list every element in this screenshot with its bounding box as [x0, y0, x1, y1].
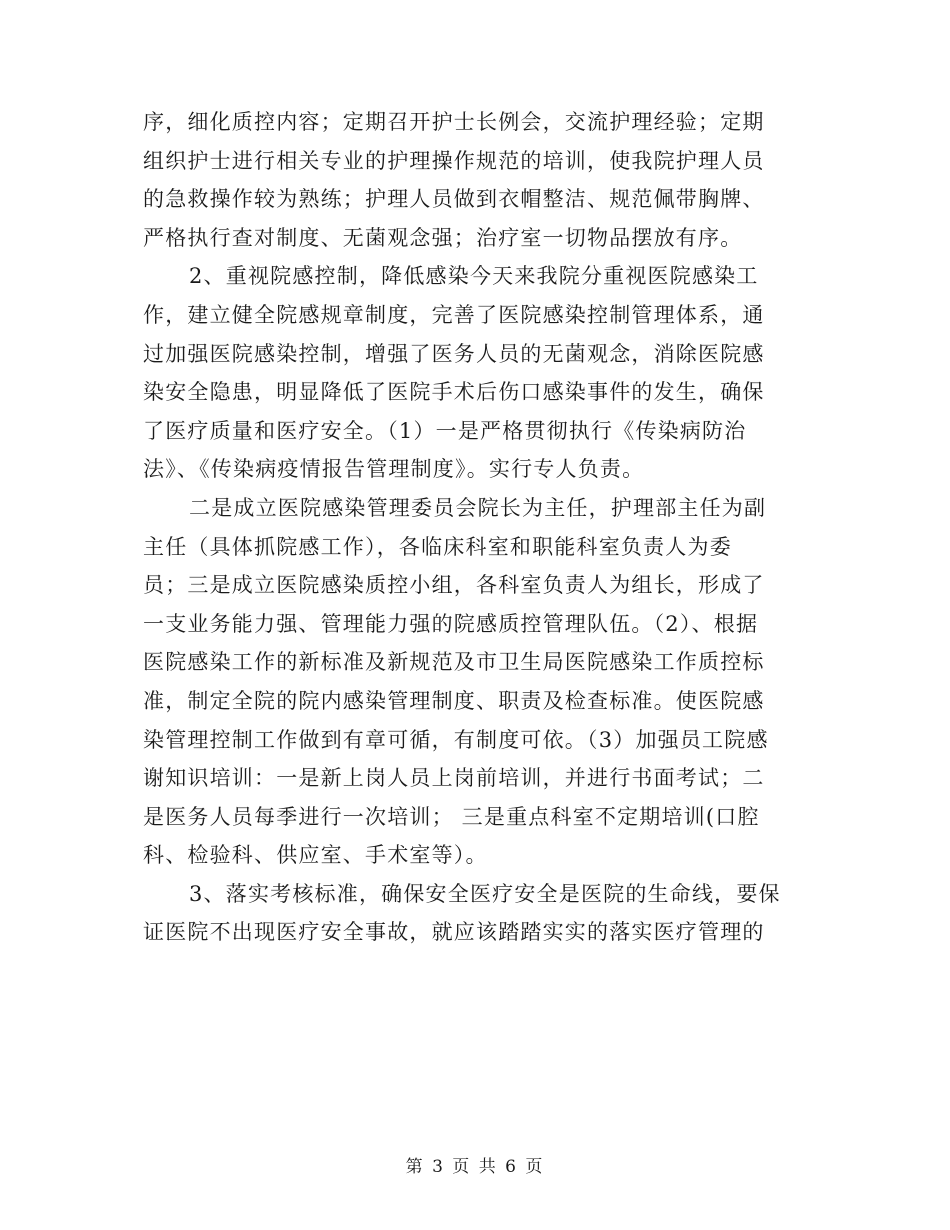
- text-line: 序，细化质控内容；定期召开护士长例会，交流护理经验；定期: [143, 110, 765, 134]
- text-line: 准，制定全院的院内感染管理制度、职责及检查标准。使医院感: [143, 688, 765, 713]
- text-line: 染管理控制工作做到有章可循，有制度可依。（3）加强员工院感: [143, 727, 769, 752]
- text-line: 2、重视院感控制，降低感染今天来我院分重视医院感染工: [189, 264, 759, 289]
- text-line: 主任（具体抓院感工作），各临床科室和职能科室负责人为委: [143, 534, 732, 559]
- text-line: 证医院不出现医疗安全事故，就应该踏踏实实的落实医疗管理的: [143, 920, 765, 945]
- text-line: 是医务人员每季进行一次培训； 三是重点科室不定期培训(口腔: [143, 804, 760, 829]
- page-footer: 第 3 页 共 6 页: [405, 1157, 545, 1177]
- text-line: 二是成立医院感染管理委员会院长为主任，护理部主任为副: [189, 495, 767, 520]
- text-line: 严格执行查对制度、无菌观念强；治疗室一切物品摆放有序。: [143, 225, 743, 250]
- body-text: [143, 103, 809, 952]
- text-line: 了医疗质量和医疗安全。（1）一是严格贯彻执行《传染病防治: [143, 418, 747, 443]
- text-line: 谢知识培训：一是新上岗人员上岗前培训，并进行书面考试；二: [143, 766, 765, 791]
- text-line: 3、落实考核标准，确保安全医疗安全是医院的生命线，要保: [189, 881, 781, 906]
- text-line: 染安全隐患，明显降低了医院手术后伤口感染事件的发生，确保: [143, 380, 765, 405]
- text-line: 一支业务能力强、管理能力强的院感质控管理队伍。（2）、根据: [143, 611, 759, 636]
- text-line: 医院感染工作的新标准及新规范及市卫生局医院感染工作质控标: [143, 650, 765, 675]
- text-line: 科、检验科、供应室、手术室等）。: [143, 843, 488, 868]
- text-line: 员；三是成立医院感染质控小组，各科室负责人为组长，形成了: [143, 573, 765, 598]
- text-line: 组织护士进行相关专业的护理操作规范的培训，使我院护理人员: [143, 148, 765, 173]
- text-line: 作，建立健全院感规章制度，完善了医院感染控制管理体系，通: [143, 302, 765, 327]
- text-line: 法》、《传染病疫情报告管理制度》。实行专人负责。: [143, 457, 645, 482]
- text-line: 过加强医院感染控制，增强了医务人员的无菌观念，消除医院感: [143, 341, 765, 366]
- text-line: 的急救操作较为熟练；护理人员做到衣帽整洁、规范佩带胸牌、: [143, 187, 765, 212]
